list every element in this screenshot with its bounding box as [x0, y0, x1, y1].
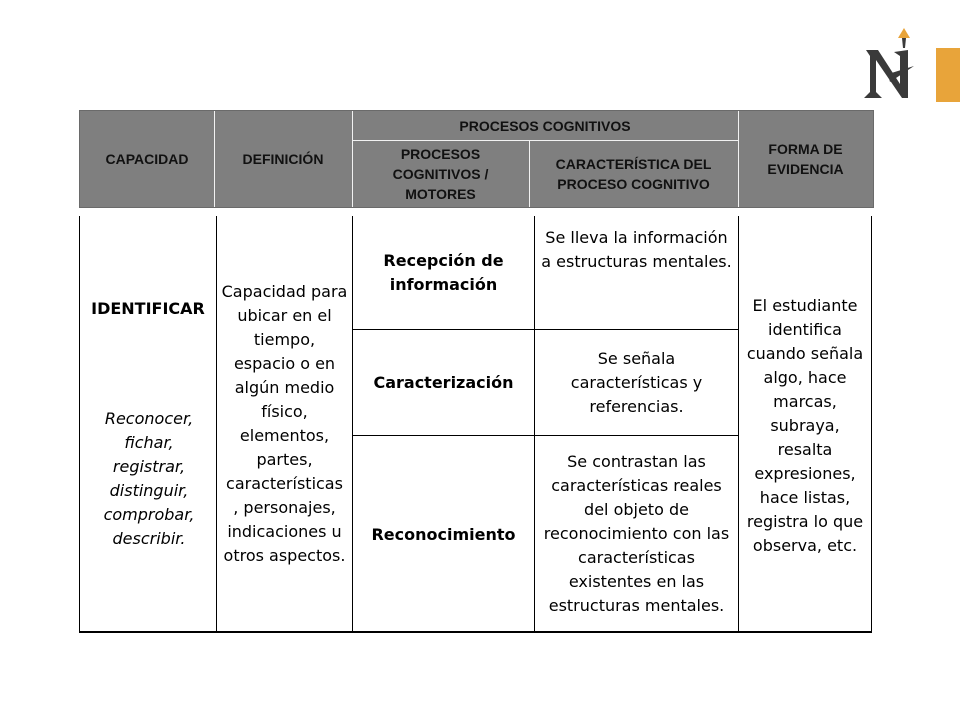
proceso-name-2: Caracterización — [373, 372, 514, 392]
header-forma-evidencia: FORMA DE EVIDENCIA — [767, 141, 844, 177]
proceso-caracteristica-3: Se contrastan las características reales del objeto de reconocimiento con las características existentes en las estructuras mentales. — [543, 451, 730, 615]
capacidad-title: IDENTIFICAR — [91, 298, 205, 318]
accent-bar — [936, 48, 960, 102]
capacidad-verbs: Reconocer, fichar, registrar, distinguir, comprobar, describir. — [103, 409, 195, 548]
table-header — [79, 110, 874, 208]
proceso-name-3: Reconocimiento — [371, 525, 516, 544]
proceso-caracteristica-2: Se señala características y referencias. — [570, 348, 703, 416]
evidencia-text: El estudiante identifica cuando señala algo, hace marcas, subraya, resalta expresiones, hace listas, registra lo que observa, etc. — [746, 296, 864, 555]
proceso-caracteristica-1: Se lleva la información a estructuras mentales. — [541, 228, 732, 271]
header-caracteristica: CARACTERÍSTICA DEL PROCESO COGNITIVO — [555, 155, 712, 192]
header-procesos-motores: PROCESOS COGNITIVOS / MOTORES — [392, 145, 489, 202]
header-procesos-cognitivos: PROCESOS COGNITIVOS — [459, 117, 631, 134]
university-logo-icon — [858, 26, 918, 104]
proceso-name-1: Recepción de información — [383, 250, 504, 294]
header-definicion: DEFINICIÓN — [242, 151, 324, 167]
definicion-text: Capacidad para ubicar en el tiempo, espacio o en algún medio físico, elementos, partes, características , personajes, indicaciones u otros aspectos. — [221, 281, 348, 565]
table-body — [79, 216, 872, 633]
header-capacidad: CAPACIDAD — [105, 151, 189, 167]
